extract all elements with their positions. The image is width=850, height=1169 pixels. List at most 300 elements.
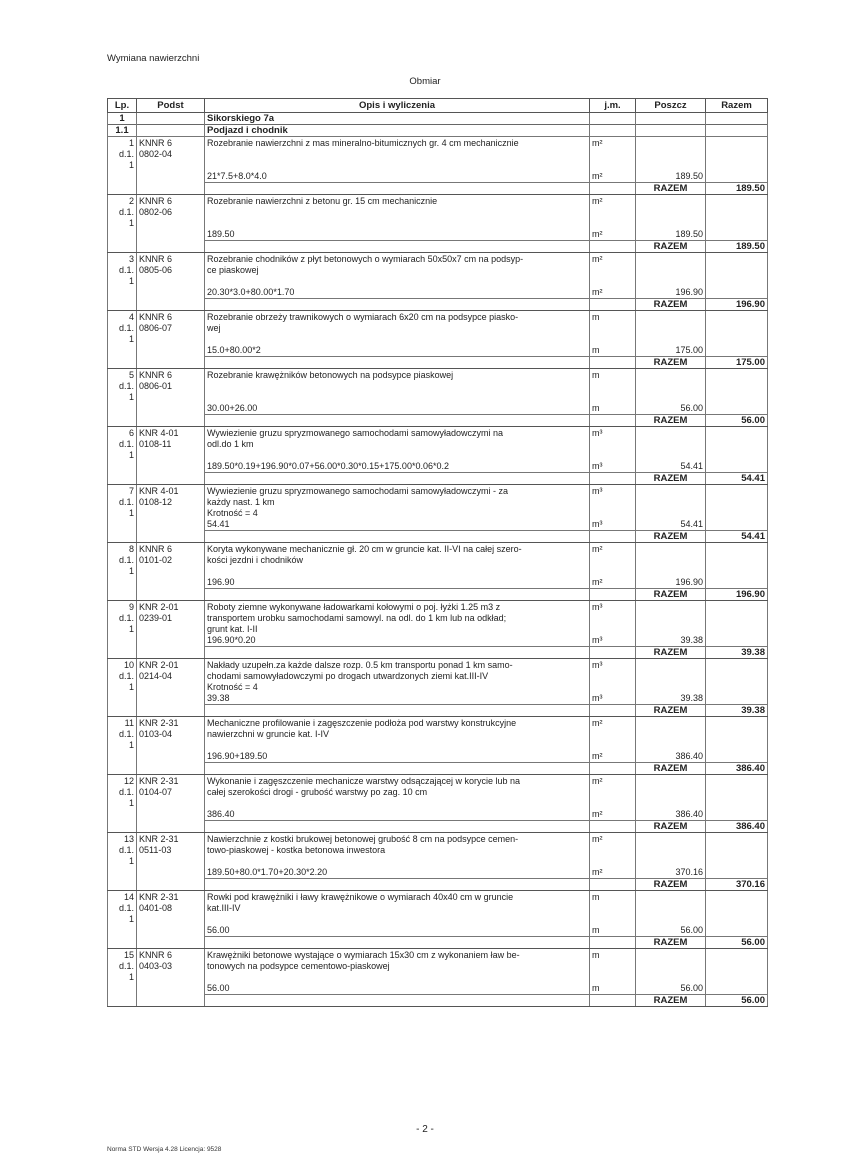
empty-cell [108,995,137,1007]
empty-cell [590,555,636,566]
item-number: 2 [108,195,137,208]
empty-cell [108,705,137,717]
empty-cell [590,879,636,891]
empty-cell [706,276,768,287]
empty-cell [137,160,205,171]
empty-cell [706,160,768,171]
item-razem-row [108,937,768,949]
empty-cell [205,334,590,345]
empty-cell [636,671,706,682]
empty-cell [108,647,137,659]
empty-cell [706,427,768,440]
item-basis: 0103-04 [137,729,205,740]
empty-cell [137,287,205,299]
empty-cell [636,601,706,614]
item-line [108,218,768,229]
empty-cell [590,439,636,450]
item-line [108,427,768,440]
item-calc-unit: m³ [590,635,636,647]
empty-cell [108,809,137,821]
empty-cell [137,589,205,601]
item-description: odl.do 1 km [205,439,590,450]
empty-cell [590,856,636,867]
item-value: 56.00 [636,403,706,415]
item-sub: 1 [108,334,137,345]
item-basis: KNR 4-01 [137,485,205,498]
item-calculation: 386.40 [205,809,590,821]
item-description: kat.III-IV [205,903,590,914]
empty-cell [636,891,706,904]
empty-cell [636,914,706,925]
empty-cell [137,531,205,543]
razem-label: RAZEM [636,937,706,949]
empty-cell [706,461,768,473]
item-description: towo-piaskowej - kostka betonowa inwestora [205,845,590,856]
item-razem-row [108,531,768,543]
item-prefix: d.1. [108,671,137,682]
empty-cell [590,207,636,218]
item-line [108,682,768,693]
empty-cell [706,659,768,672]
item-calculation: 21*7.5+8.0*4.0 [205,171,590,183]
item-razem-row [108,995,768,1007]
empty-cell [137,229,205,241]
razem-label: RAZEM [636,821,706,833]
item-basis: 0214-04 [137,671,205,682]
empty-cell [137,624,205,635]
item-line [108,381,768,392]
empty-cell [137,751,205,763]
item-number: 11 [108,717,137,730]
empty-cell [137,705,205,717]
item-description: tonowych na podsypce cementowo-piaskowej [205,961,590,972]
item-value: 386.40 [636,751,706,763]
item-line [108,845,768,856]
empty-cell [706,845,768,856]
item-description: Rowki pod krawężniki i ławy krawężnikowe o wymiarach 40x40 cm w gruncie [205,891,590,904]
empty-cell [590,613,636,624]
item-line [108,949,768,962]
empty-cell [590,740,636,751]
empty-cell [108,403,137,415]
empty-cell [205,856,590,867]
item-calc-unit: m² [590,751,636,763]
item-unit: m² [590,717,636,730]
item-line [108,323,768,334]
item-calc-unit: m [590,403,636,415]
item-sub: 1 [108,508,137,519]
item-value: 54.41 [636,461,706,473]
empty-cell [636,555,706,566]
empty-cell [205,381,590,392]
item-number: 5 [108,369,137,382]
empty-cell [706,693,768,705]
section-lp: 1.1 [108,125,137,137]
item-number: 15 [108,949,137,962]
item-line [108,334,768,345]
item-line [108,450,768,461]
item-total: 189.50 [706,183,768,195]
empty-cell [108,635,137,647]
empty-cell [706,137,768,150]
page-number: - 2 - [416,1124,434,1135]
razem-label: RAZEM [636,879,706,891]
empty-cell [590,903,636,914]
empty-cell [706,323,768,334]
empty-cell [706,903,768,914]
item-calc-row [108,867,768,879]
empty-cell [205,299,590,311]
item-line [108,717,768,730]
item-line [108,253,768,266]
empty-cell [636,787,706,798]
item-description: grunt kat. I-II [205,624,590,635]
item-line [108,903,768,914]
item-basis: KNR 2-31 [137,717,205,730]
item-calc-unit: m [590,983,636,995]
item-line [108,207,768,218]
empty-cell [706,508,768,519]
empty-cell [706,961,768,972]
empty-cell [137,821,205,833]
item-razem-row [108,241,768,253]
item-prefix: d.1. [108,381,137,392]
item-line [108,833,768,846]
item-unit: m² [590,543,636,556]
item-number: 14 [108,891,137,904]
empty-cell [590,531,636,543]
item-total: 54.41 [706,473,768,485]
col-razem: Razem [706,99,768,113]
item-calc-row [108,751,768,763]
empty-cell [108,241,137,253]
empty-cell [137,740,205,751]
empty-cell [108,473,137,485]
item-prefix: d.1. [108,845,137,856]
item-total: 56.00 [706,415,768,427]
item-razem-row [108,473,768,485]
item-total: 175.00 [706,357,768,369]
item-calc-unit: m² [590,171,636,183]
empty-cell [636,543,706,556]
razem-label: RAZEM [636,299,706,311]
empty-cell [590,276,636,287]
empty-cell [137,798,205,809]
item-calc-row [108,171,768,183]
item-basis: 0104-07 [137,787,205,798]
empty-cell [706,566,768,577]
empty-cell [636,856,706,867]
empty-cell [137,415,205,427]
item-sub: 1 [108,218,137,229]
item-line [108,276,768,287]
item-unit: m² [590,195,636,208]
item-description: Wykonanie i zagęszczenie mechanicze warstwy odsączającej w korycie lub na [205,775,590,788]
item-basis: 0802-04 [137,149,205,160]
empty-cell [636,276,706,287]
empty-cell [137,983,205,995]
empty-cell [108,299,137,311]
empty-cell [108,531,137,543]
empty-cell [590,729,636,740]
empty-cell [636,369,706,382]
empty-cell [636,508,706,519]
item-line [108,740,768,751]
footer-license: Norma STD Wersja 4.28 Licencja: 9528 [107,1146,222,1153]
empty-cell [636,717,706,730]
item-description: nawierzchni w gruncie kat. I-IV [205,729,590,740]
empty-cell [706,833,768,846]
item-calc-row [108,287,768,299]
item-prefix: d.1. [108,787,137,798]
item-unit: m³ [590,485,636,498]
item-sub: 1 [108,740,137,751]
item-sub: 1 [108,682,137,693]
item-calculation: 189.50*0.19+196.90*0.07+56.00*0.30*0.15+175.00*0.06*0.2 [205,461,590,473]
razem-label: RAZEM [636,473,706,485]
empty-cell [108,577,137,589]
empty-cell [590,937,636,949]
item-line [108,613,768,624]
empty-cell [205,821,590,833]
item-basis: KNNR 6 [137,137,205,150]
empty-cell [706,740,768,751]
empty-cell [636,624,706,635]
item-description: Krotność = 4 [205,508,590,519]
item-calc-row [108,693,768,705]
item-line [108,775,768,788]
empty-cell [636,427,706,440]
item-total: 386.40 [706,821,768,833]
col-podst: Podst [137,99,205,113]
empty-cell [706,334,768,345]
item-value: 196.90 [636,577,706,589]
empty-cell [636,903,706,914]
item-unit: m² [590,137,636,150]
empty-cell [590,647,636,659]
item-basis: 0108-11 [137,439,205,450]
empty-cell [205,218,590,229]
empty-cell [590,671,636,682]
item-line [108,798,768,809]
item-line [108,508,768,519]
empty-cell [137,345,205,357]
item-calc-unit: m [590,925,636,937]
item-unit: m² [590,833,636,846]
empty-cell [205,241,590,253]
col-lp: Lp. [108,99,137,113]
empty-cell [205,798,590,809]
empty-cell [706,601,768,614]
item-basis: KNR 2-31 [137,891,205,904]
item-sub: 1 [108,276,137,287]
empty-cell [137,171,205,183]
empty-cell [205,879,590,891]
empty-cell [137,693,205,705]
item-value: 196.90 [636,287,706,299]
razem-label: RAZEM [636,531,706,543]
item-razem-row [108,879,768,891]
item-value: 189.50 [636,171,706,183]
empty-cell [706,450,768,461]
item-calc-unit: m² [590,229,636,241]
obmiar-table [107,98,768,1007]
item-sub: 1 [108,392,137,403]
empty-cell [706,729,768,740]
empty-cell [590,299,636,311]
empty-cell [137,647,205,659]
empty-cell [108,415,137,427]
empty-cell [636,160,706,171]
item-description: Wywiezienie gruzu spryzmowanego samochodami samowyładowczymi na [205,427,590,440]
item-prefix: d.1. [108,207,137,218]
empty-cell [706,381,768,392]
empty-cell [590,450,636,461]
empty-cell [205,705,590,717]
empty-cell [636,729,706,740]
item-line [108,729,768,740]
item-description: Mechaniczne profilowanie i zagęszczenie podłoża pod warstwy konstrukcyjne [205,717,590,730]
empty-cell [706,311,768,324]
item-calculation: 189.50+80.0*1.70+20.30*2.20 [205,867,590,879]
empty-cell [205,531,590,543]
empty-cell [590,763,636,775]
section-lp: 1 [108,113,137,125]
empty-cell [706,983,768,995]
item-line [108,160,768,171]
empty-cell [706,439,768,450]
item-razem-row [108,415,768,427]
item-sub: 1 [108,856,137,867]
item-calc-unit: m³ [590,461,636,473]
item-prefix: d.1. [108,555,137,566]
empty-cell [205,763,590,775]
item-unit: m³ [590,427,636,440]
empty-cell [706,613,768,624]
section-row [108,113,768,125]
item-razem-row [108,589,768,601]
empty-cell [590,497,636,508]
empty-cell [205,566,590,577]
empty-cell [706,195,768,208]
item-line [108,195,768,208]
item-basis: KNNR 6 [137,195,205,208]
empty-cell [590,334,636,345]
document-title: Wymiana nawierzchni [107,53,200,64]
empty-cell [108,867,137,879]
empty-cell [706,775,768,788]
empty-cell [137,566,205,577]
empty-cell [108,183,137,195]
empty-cell [590,508,636,519]
empty-cell [137,299,205,311]
item-total: 386.40 [706,763,768,775]
empty-cell [706,751,768,763]
empty-cell [108,763,137,775]
item-sub: 1 [108,972,137,983]
empty-cell [137,856,205,867]
item-description: transportem urobku samochodami samowyl. na odl. do 1 km lub na odkład; [205,613,590,624]
empty-cell [706,149,768,160]
empty-cell [706,485,768,498]
item-calc-row [108,229,768,241]
razem-label: RAZEM [636,183,706,195]
col-poszcz: Poszcz [636,99,706,113]
empty-cell [590,624,636,635]
item-total: 189.50 [706,241,768,253]
item-razem-row [108,183,768,195]
empty-cell [590,566,636,577]
item-basis: KNNR 6 [137,949,205,962]
empty-cell [636,381,706,392]
empty-cell [205,972,590,983]
empty-cell [137,461,205,473]
empty-cell [590,473,636,485]
item-line [108,369,768,382]
item-description: każdy nast. 1 km [205,497,590,508]
item-number: 10 [108,659,137,672]
razem-label: RAZEM [636,995,706,1007]
item-razem-row [108,299,768,311]
item-total: 196.90 [706,589,768,601]
item-number: 13 [108,833,137,846]
item-description: Koryta wykonywane mechanicznie gł. 20 cm w gruncie kat. II-VI na całej szero- [205,543,590,556]
item-total: 56.00 [706,995,768,1007]
item-value: 39.38 [636,693,706,705]
empty-cell [205,357,590,369]
empty-cell [137,577,205,589]
empty-cell [137,972,205,983]
item-prefix: d.1. [108,439,137,450]
item-line [108,659,768,672]
empty-cell [636,566,706,577]
empty-cell [590,415,636,427]
empty-cell [108,751,137,763]
empty-cell [706,229,768,241]
empty-cell [137,867,205,879]
item-unit: m² [590,775,636,788]
item-calc-unit: m³ [590,693,636,705]
empty-cell [706,345,768,357]
item-sub: 1 [108,160,137,171]
empty-cell [205,914,590,925]
item-basis: KNNR 6 [137,369,205,382]
razem-label: RAZEM [636,763,706,775]
empty-cell [108,983,137,995]
item-prefix: d.1. [108,903,137,914]
item-number: 4 [108,311,137,324]
empty-cell [590,972,636,983]
item-sub: 1 [108,566,137,577]
empty-cell [108,879,137,891]
item-sub: 1 [108,914,137,925]
empty-cell [108,925,137,937]
col-jm: j.m. [590,99,636,113]
item-calc-unit: m³ [590,519,636,531]
item-line [108,972,768,983]
empty-cell [706,635,768,647]
empty-cell [636,833,706,846]
item-total: 39.38 [706,647,768,659]
item-total: 56.00 [706,937,768,949]
empty-cell [706,787,768,798]
item-basis: 0802-06 [137,207,205,218]
empty-cell [137,682,205,693]
item-unit: m [590,891,636,904]
empty-cell [636,323,706,334]
empty-cell [590,821,636,833]
item-basis: KNR 2-31 [137,833,205,846]
